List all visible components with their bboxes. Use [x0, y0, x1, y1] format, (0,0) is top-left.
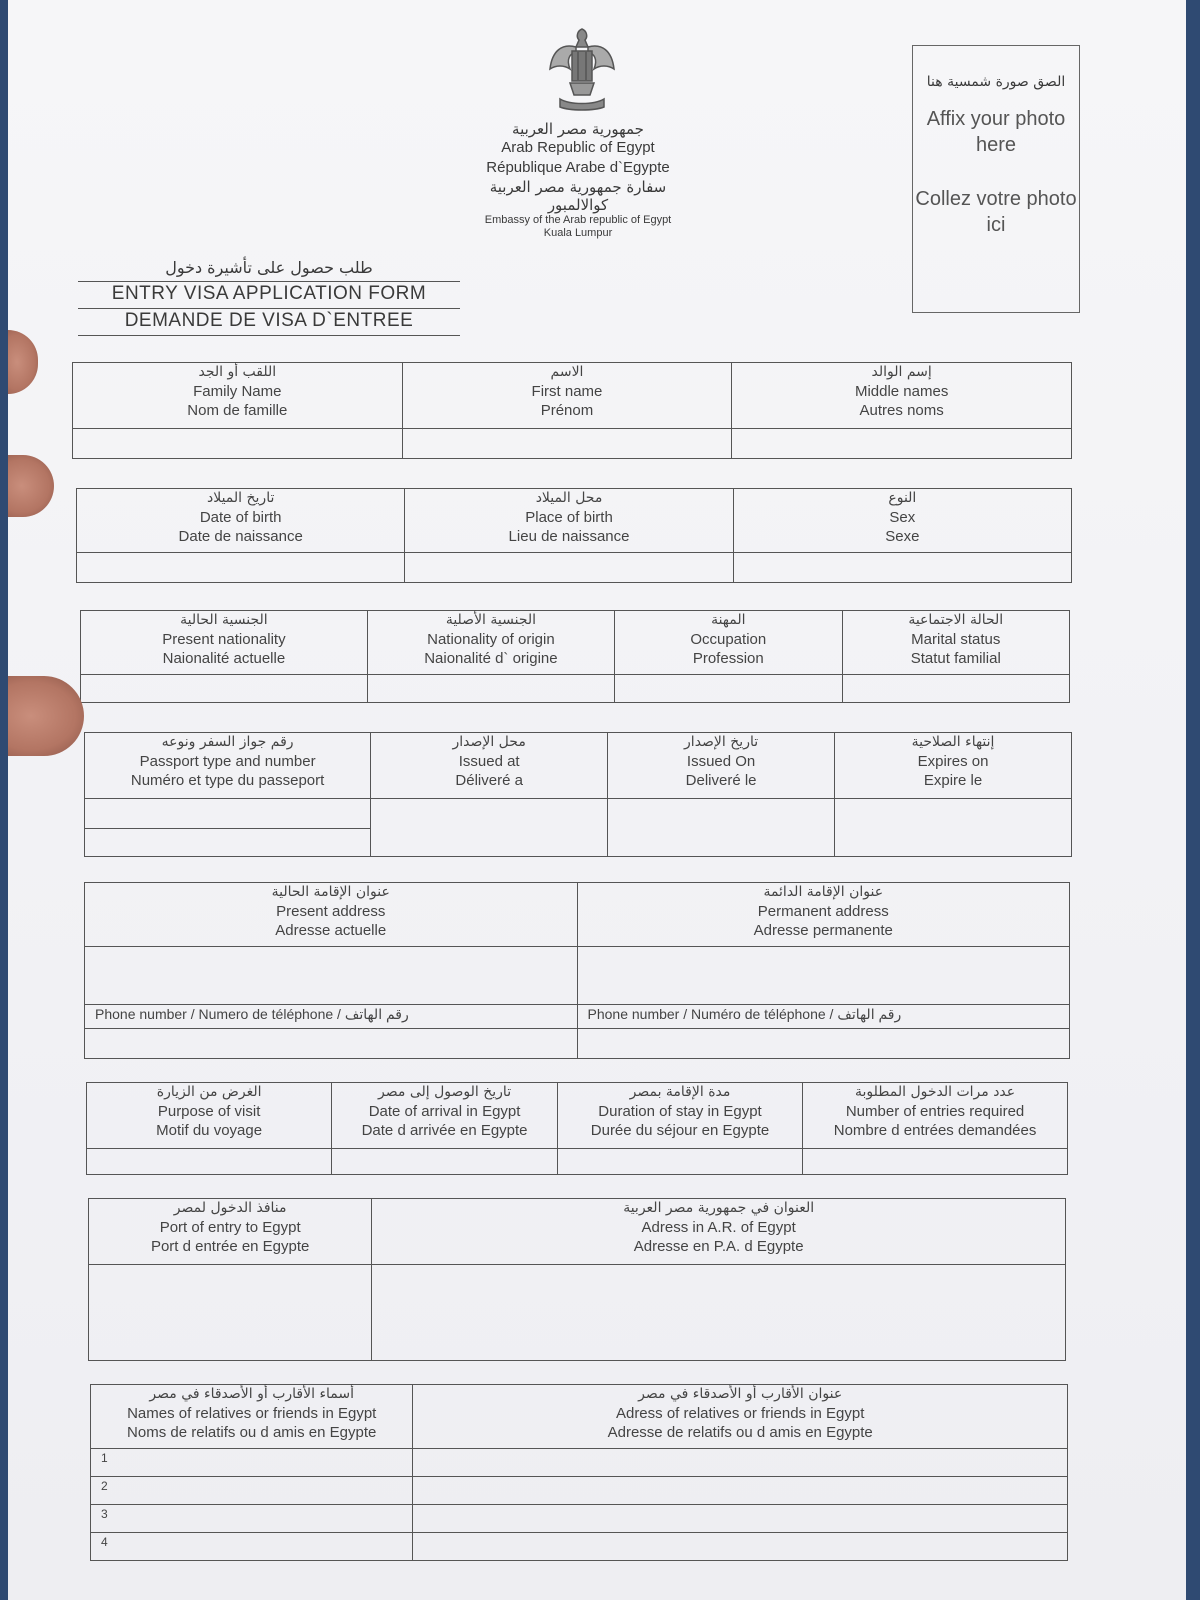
- embassy-english: Embassy of the Arab republic of Egypt: [484, 214, 672, 226]
- nationality-of-origin-label: الجنسية الأصلية Nationality of origin Naionalité d` origine: [367, 611, 614, 675]
- address-table: [84, 882, 1070, 1059]
- duration-of-stay-label: مدة الإقامة بمصر Duration of stay in Egypt Durée du séjour en Egypte: [557, 1083, 802, 1149]
- marital-status-field[interactable]: [842, 675, 1069, 703]
- expires-on-label: إنتهاء الصلاحية Expires on Expire le: [835, 733, 1072, 799]
- country-english: Arab Republic of Egypt: [501, 139, 655, 156]
- sex-label: النوع Sex Sexe: [733, 489, 1071, 553]
- middle-names-label: إسم الوالد Middle names Autres noms: [732, 363, 1072, 429]
- present-nationality-label: الجنسية الحالية Present nationality Naionalité actuelle: [81, 611, 368, 675]
- date-of-arrival-label: تاريخ الوصول إلى مصر Date of arrival in Egypt Date d arrivée en Egypte: [332, 1083, 558, 1149]
- photo-box-arabic: الصق صورة شمسية هنا: [926, 74, 1066, 90]
- date-of-birth-label: تاريخ الميلاد Date of birth Date de naissance: [77, 489, 405, 553]
- date-of-arrival-field[interactable]: [332, 1149, 558, 1175]
- names-table: [72, 362, 1072, 459]
- purpose-of-visit-field[interactable]: [87, 1149, 332, 1175]
- relative-name-field[interactable]: 4: [91, 1533, 413, 1561]
- relative-address-field[interactable]: [413, 1505, 1068, 1533]
- embassy-arabic: سفارة جمهورية مصر العربية: [489, 178, 667, 196]
- expires-on-field[interactable]: [835, 799, 1072, 857]
- number-of-entries-field[interactable]: [803, 1149, 1068, 1175]
- passport-table: [84, 732, 1072, 857]
- present-phone-label: Phone number / Numero de téléphone / رقم الهاتف: [85, 1005, 578, 1029]
- middle-names-field[interactable]: [732, 429, 1072, 459]
- permanent-phone-field[interactable]: [577, 1029, 1070, 1059]
- relatives-address-label: عنوان الأقارب أو الأصدقاء في مصر Adress of relatives or friends in Egypt Adresse de relatifs ou d amis en Egypte: [413, 1385, 1068, 1449]
- present-phone-field[interactable]: [85, 1029, 578, 1059]
- first-name-field[interactable]: [402, 429, 732, 459]
- form-title-english: ENTRY VISA APPLICATION FORM: [78, 282, 460, 309]
- address-in-egypt-field[interactable]: [372, 1265, 1066, 1361]
- passport-number-label: رقم جواز السفر ونوعه Passport type and number Numéro et type du passeport: [85, 733, 371, 799]
- date-of-birth-field[interactable]: [77, 553, 405, 583]
- photo-box[interactable]: [912, 45, 1080, 313]
- country-french: République Arabe d`Egypte: [486, 159, 670, 176]
- relative-address-field[interactable]: [413, 1477, 1068, 1505]
- eagle-emblem-icon: [546, 25, 618, 111]
- finger-left-middle: [8, 455, 54, 517]
- form-title-arabic: طلب حصول على تأشيرة دخول: [78, 258, 460, 282]
- issued-at-label: محل الإصدار Issued at Déliveré a: [371, 733, 608, 799]
- occupation-field[interactable]: [615, 675, 842, 703]
- present-address-label: عنوان الإقامة الحالية Present address Adresse actuelle: [85, 883, 578, 947]
- place-of-birth-label: محل الميلاد Place of birth Lieu de naissance: [405, 489, 733, 553]
- relative-address-field[interactable]: [413, 1533, 1068, 1561]
- embassy-header: [448, 120, 708, 240]
- port-of-entry-label: منافذ الدخول لمصر Port of entry to Egypt Port d entrée en Egypte: [89, 1199, 372, 1265]
- visit-table: [86, 1082, 1068, 1175]
- present-address-field[interactable]: [85, 947, 578, 1005]
- photo-box-english: Affix your photo here: [926, 108, 1066, 156]
- city-english: Kuala Lumpur: [543, 227, 613, 239]
- sex-field[interactable]: [733, 553, 1071, 583]
- marital-status-label: الحالة الاجتماعية Marital status Statut familial: [842, 611, 1069, 675]
- port-of-entry-field[interactable]: [89, 1265, 372, 1361]
- relative-address-field[interactable]: [413, 1449, 1068, 1477]
- nationality-of-origin-field[interactable]: [367, 675, 614, 703]
- relative-name-field[interactable]: 3: [91, 1505, 413, 1533]
- relatives-table: [90, 1384, 1068, 1561]
- number-of-entries-label: عدد مرات الدخول المطلوبة Number of entries required Nombre d entrées demandées: [803, 1083, 1068, 1149]
- family-name-label: اللقب أو الجد Family Name Nom de famille: [73, 363, 403, 429]
- place-of-birth-field[interactable]: [405, 553, 733, 583]
- nationality-table: [80, 610, 1070, 703]
- present-nationality-field[interactable]: [81, 675, 368, 703]
- permanent-address-field[interactable]: [577, 947, 1070, 1005]
- issued-on-label: تاريخ الإصدار Issued On Deliveré le: [608, 733, 835, 799]
- issued-at-field[interactable]: [371, 799, 608, 857]
- port-table: [88, 1198, 1066, 1361]
- relative-name-field[interactable]: 1: [91, 1449, 413, 1477]
- photo-box-french: Collez votre photo ici: [915, 188, 1077, 236]
- finger-left-top: [8, 330, 38, 394]
- form-paper: [8, 0, 1186, 1600]
- family-name-field[interactable]: [73, 429, 403, 459]
- passport-number-boxes[interactable]: [85, 799, 371, 829]
- issued-on-field[interactable]: [608, 799, 835, 857]
- address-in-egypt-label: العنوان في جمهورية مصر العربية Adress in A.R. of Egypt Adresse en P.A. d Egypte: [372, 1199, 1066, 1265]
- duration-of-stay-field[interactable]: [557, 1149, 802, 1175]
- permanent-phone-label: Phone number / Numéro de téléphone / رقم الهاتف: [577, 1005, 1070, 1029]
- birth-table: [76, 488, 1072, 583]
- relatives-names-label: أسماء الأقارب أو الأصدقاء في مصر Names of relatives or friends in Egypt Noms de relatifs ou d amis en Egypte: [91, 1385, 413, 1449]
- city-arabic: كوالالمبور: [547, 196, 609, 214]
- first-name-label: الاسم First name Prénom: [402, 363, 732, 429]
- country-arabic: جمهورية مصر العربية: [512, 120, 644, 138]
- relative-name-field[interactable]: 2: [91, 1477, 413, 1505]
- form-title-french: DEMANDE DE VISA D`ENTREE: [78, 309, 460, 336]
- passport-type-field[interactable]: [85, 829, 371, 857]
- finger-left-bottom: [8, 676, 84, 756]
- form-title: [78, 258, 460, 336]
- purpose-of-visit-label: الغرض من الزيارة Purpose of visit Motif du voyage: [87, 1083, 332, 1149]
- permanent-address-label: عنوان الإقامة الدائمة Permanent address Adresse permanente: [577, 883, 1070, 947]
- occupation-label: المهنة Occupation Profession: [615, 611, 842, 675]
